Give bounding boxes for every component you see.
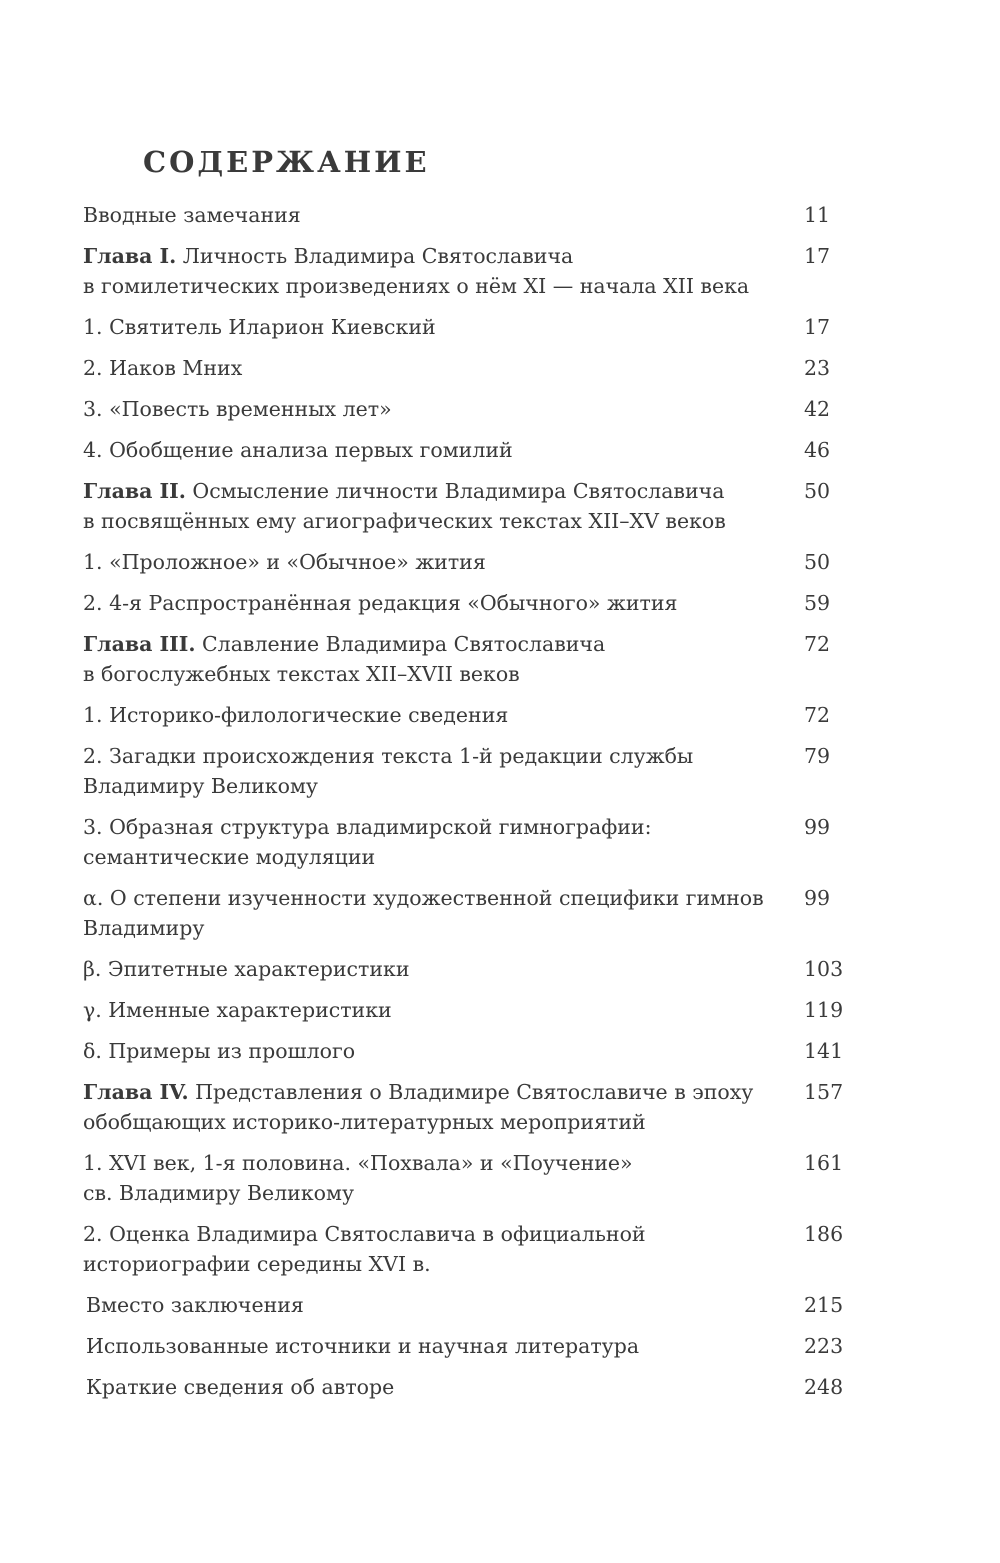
toc-entry-text [83,435,783,465]
toc-entry-line: Владимиру [83,916,205,940]
toc-entry [83,1331,863,1361]
toc-entry-line: β. Эпитетные характеристики [83,957,410,981]
chapter-label: Глава II. [83,479,186,503]
toc-entry [83,629,863,689]
toc-page-number: 42 [804,397,831,421]
toc-entry-text [83,995,783,1025]
toc-entry-text [83,588,783,618]
toc-entry [83,200,863,230]
toc-page-number: 141 [804,1039,844,1063]
chapter-title: Личность Владимира Святославича [176,244,574,268]
toc-entry-line: α. О степени изученности художественной специфики гимнов [83,886,764,910]
toc-page-number: 248 [804,1375,844,1399]
toc-entry-line [83,476,783,506]
toc-entry-text [83,1077,783,1137]
toc-entry-text [83,394,783,424]
toc-entry [83,353,863,383]
toc-entry [83,883,863,943]
chapter-label: Глава I. [83,244,177,268]
toc-entry-line: в посвящённых ему агиографических текстах XII–XV веков [83,509,726,533]
toc-entry [83,588,863,618]
toc-page-number: 23 [804,356,831,380]
toc-entry-line: 2. Иаков Мних [83,356,243,380]
chapter-label: Глава IV. [83,1080,189,1104]
toc-page-number: 17 [804,244,831,268]
toc-page-number: 186 [804,1222,844,1246]
toc-entry [83,1290,863,1320]
toc-entry-line: γ. Именные характеристики [83,998,392,1022]
toc-page-number: 119 [804,998,844,1022]
toc-page-number: 59 [804,591,831,615]
toc-entry [83,476,863,536]
toc-entry [83,1148,863,1208]
toc-entry-line: 2. 4-я Распространённая редакция «Обычного» жития [83,591,678,615]
toc-page-number: 215 [804,1293,844,1317]
toc-entry-text [83,476,783,536]
toc-page-number: 17 [804,315,831,339]
toc-entry-line [83,241,783,271]
toc-entry-line: 1. XVI век, 1-я половина. «Похвала» и «Поучение» [83,1151,633,1175]
toc-entry-line: историографии середины XVI в. [83,1252,431,1276]
toc-entry-text [83,629,783,689]
toc-entry-text [83,883,783,943]
toc-entry-line: Использованные источники и научная литература [86,1334,640,1358]
toc-page-number: 72 [804,632,831,656]
toc-entry-text [83,812,783,872]
chapter-label: Глава III. [83,632,196,656]
toc-entry-line [83,1077,783,1107]
toc-entry-line: 1. «Проложное» и «Обычное» жития [83,550,486,574]
toc-entry-text [83,200,783,230]
toc-page-number: 79 [804,744,831,768]
toc-entry-text [83,954,783,984]
toc-entry-line: 2. Загадки происхождения текста 1-й редакции службы [83,744,694,768]
toc-entry [83,312,863,342]
chapter-title: Осмысление личности Владимира Святославича [185,479,725,503]
toc-entry-text [83,1036,783,1066]
toc-entry-text [83,241,783,301]
toc-entry [83,812,863,872]
chapter-title: Представления о Владимире Святославиче в эпоху [188,1080,754,1104]
toc-entry [83,1219,863,1279]
toc-entry-line: 1. Историко-филологические сведения [83,703,509,727]
toc-entry [83,1036,863,1066]
toc-entry-text [83,312,783,342]
toc-entry-line: 4. Обобщение анализа первых гомилий [83,438,513,462]
toc-entry-text [83,700,783,730]
toc-page-number: 50 [804,479,831,503]
toc-page-number: 50 [804,550,831,574]
page-title: СОДЕРЖАНИЕ [143,145,430,179]
toc-entry-line: Владимиру Великому [83,774,318,798]
toc-page-number: 99 [804,886,831,910]
toc-entry-text [86,1290,783,1320]
toc-entry [83,1372,863,1402]
toc-entry-text [86,1331,783,1361]
toc-entry-line: δ. Примеры из прошлого [83,1039,356,1063]
toc-entry [83,954,863,984]
toc-list [83,200,863,1413]
toc-page-number: 46 [804,438,831,462]
toc-entry [83,241,863,301]
toc-entry [83,995,863,1025]
toc-entry-text [86,1372,783,1402]
toc-entry-line: 3. «Повесть временных лет» [83,397,392,421]
toc-page-number: 99 [804,815,831,839]
toc-entry-line: 1. Святитель Иларион Киевский [83,315,436,339]
toc-page-number: 11 [804,203,831,227]
toc-entry-line [83,629,783,659]
toc-entry-text [83,1148,783,1208]
toc-entry [83,394,863,424]
chapter-title: Славление Владимира Святославича [195,632,606,656]
toc-entry-line: в богослужебных текстах XII–XVII веков [83,662,520,686]
toc-entry-text [83,1219,783,1279]
toc-entry-line: обобщающих историко-литературных мероприятий [83,1110,646,1134]
toc-entry-line: Краткие сведения об авторе [86,1375,395,1399]
toc-entry-text [83,353,783,383]
toc-entry [83,435,863,465]
toc-entry [83,1077,863,1137]
toc-page-number: 161 [804,1151,844,1175]
toc-entry-line: в гомилетических произведениях о нём XI — начала XII века [83,274,750,298]
toc-entry-line: семантические модуляции [83,845,376,869]
toc-entry [83,700,863,730]
toc-entry-line: 2. Оценка Владимира Святославича в официальной [83,1222,646,1246]
toc-entry-text [83,547,783,577]
toc-entry [83,547,863,577]
toc-entry-line: св. Владимиру Великому [83,1181,355,1205]
toc-entry-text [83,741,783,801]
toc-entry [83,741,863,801]
toc-entry-line: 3. Образная структура владимирской гимнографии: [83,815,652,839]
toc-page-number: 103 [804,957,844,981]
toc-page-number: 223 [804,1334,844,1358]
toc-page-number: 72 [804,703,831,727]
toc-entry-line: Вводные замечания [83,203,301,227]
toc-page-number: 157 [804,1080,844,1104]
toc-entry-line: Вместо заключения [86,1293,304,1317]
